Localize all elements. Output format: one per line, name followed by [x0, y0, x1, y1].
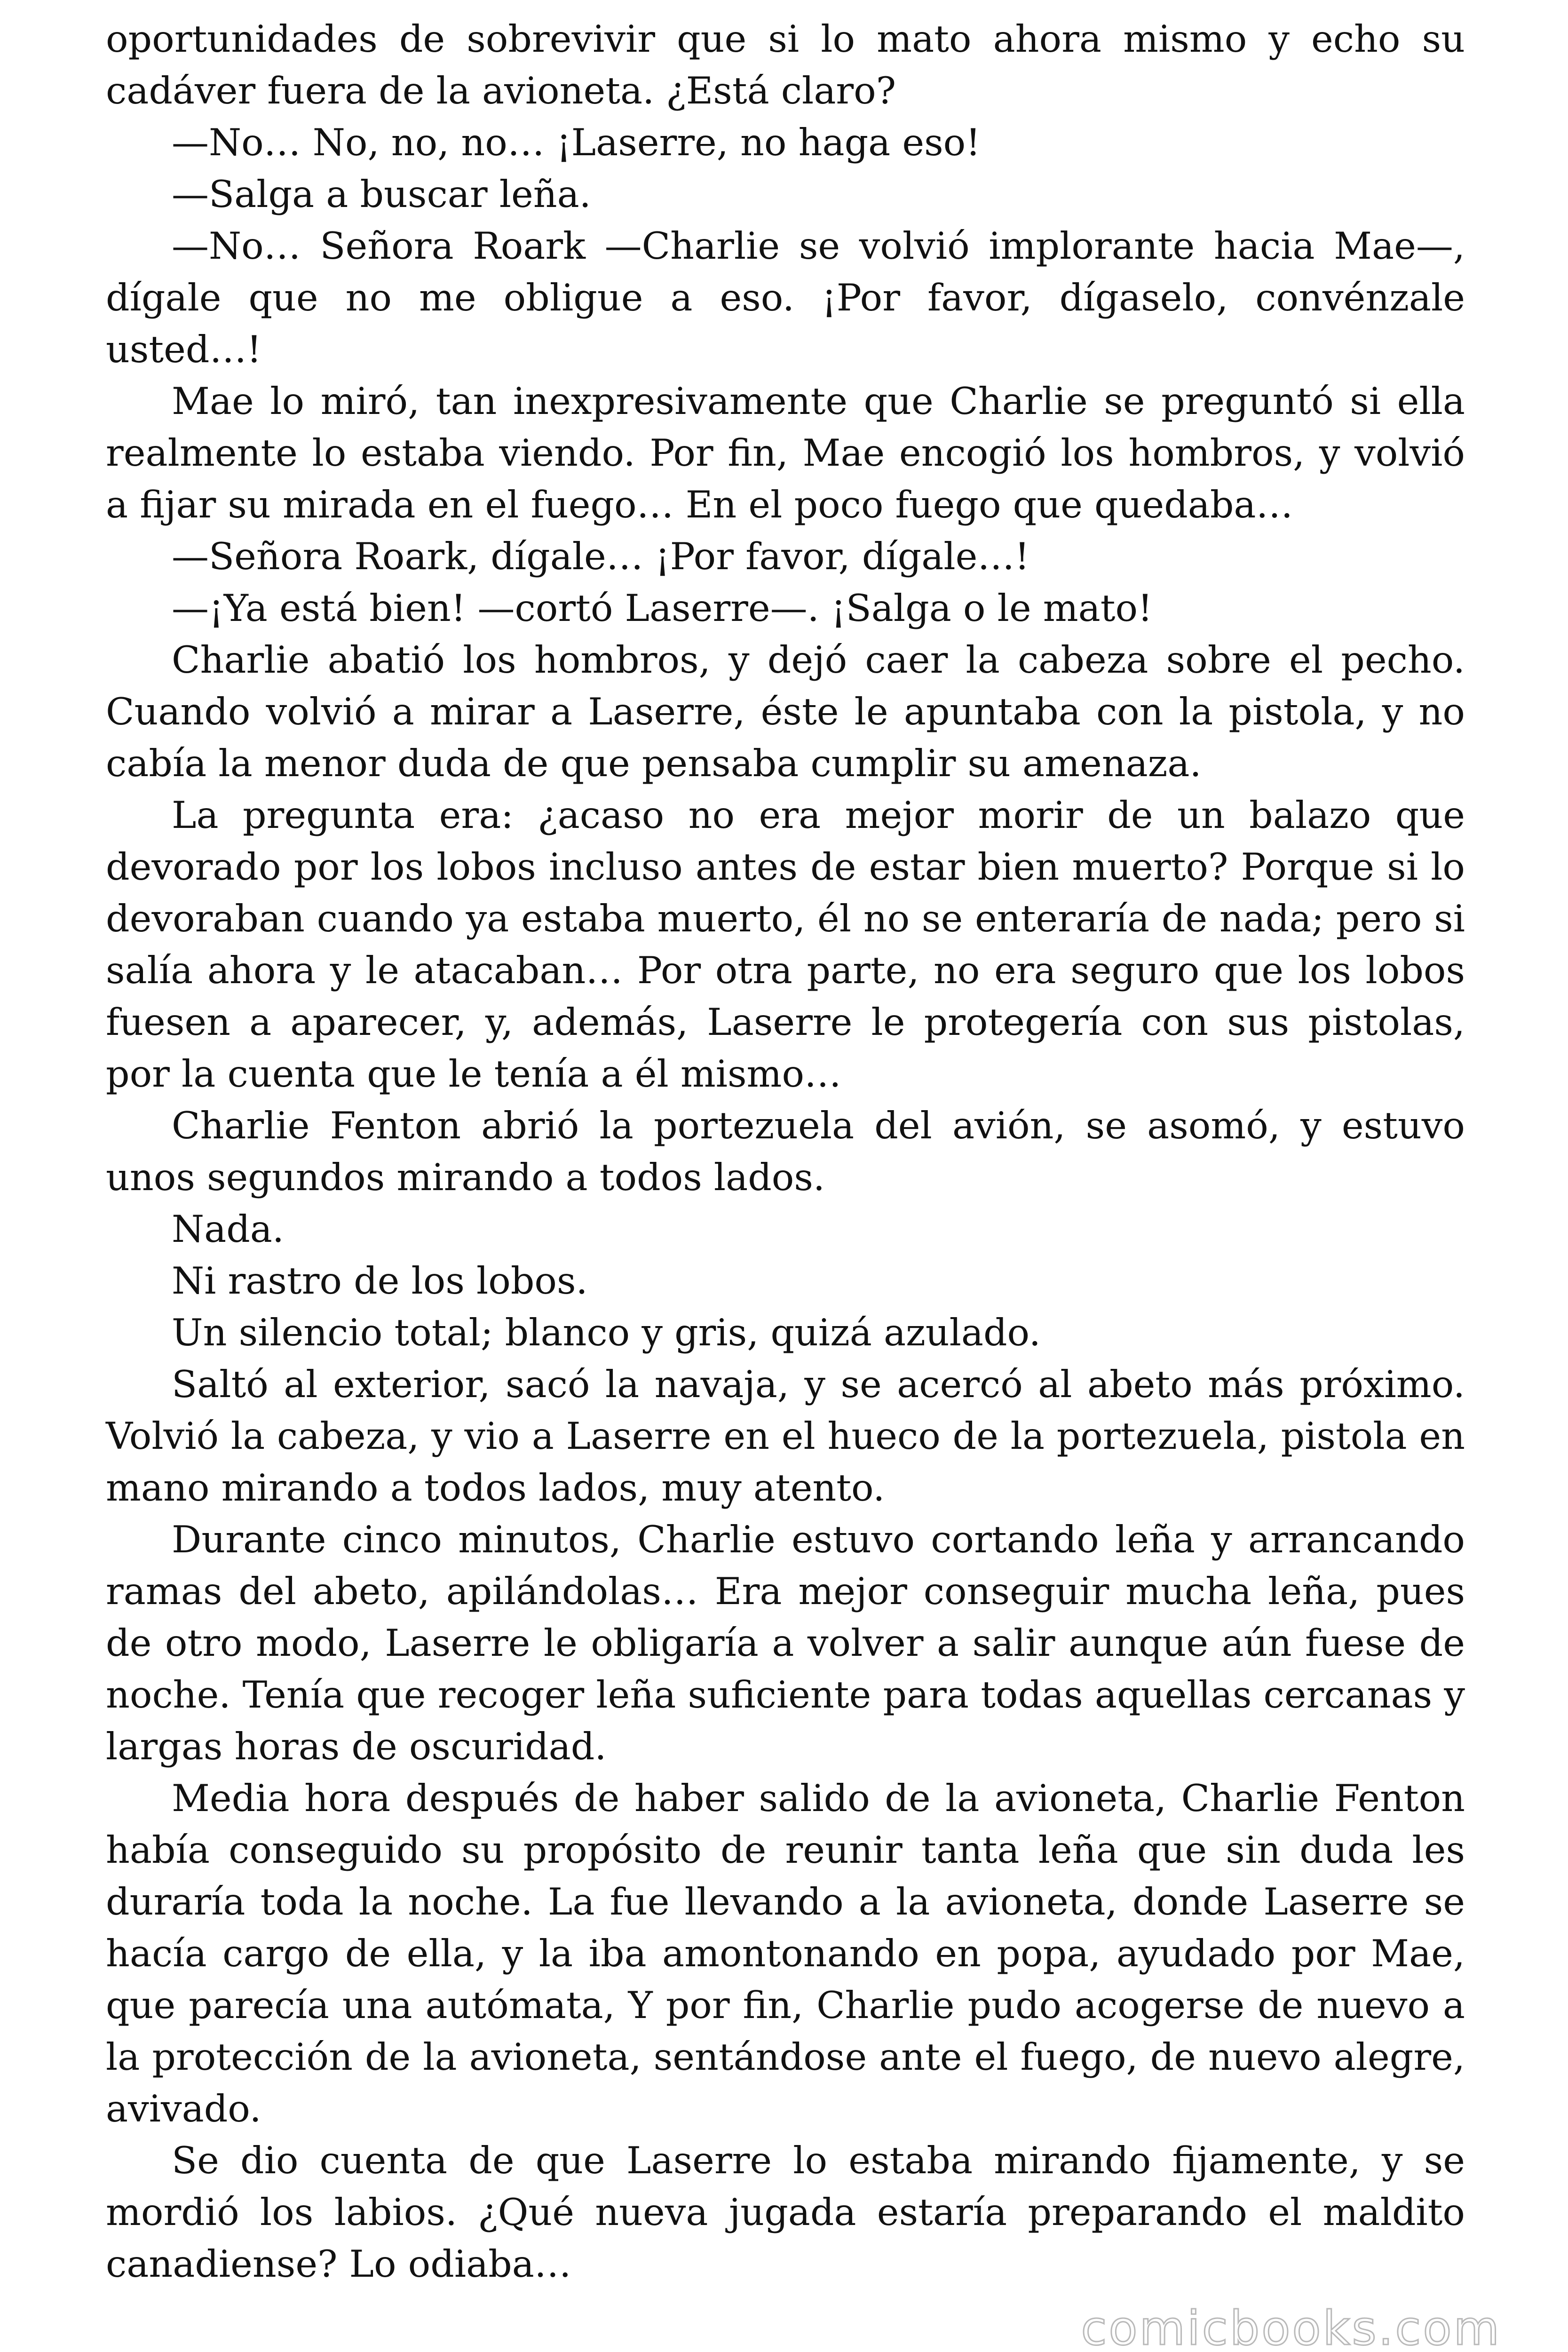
paragraph-3: —Salga a buscar leña. — [172, 173, 591, 216]
paragraph-16: Media hora después de haber salido de la avioneta, Charlie Fenton había conseguido su propósito de reunir tanta leña que sin duda les duraría toda la noche. La fue llevando a la avioneta, donde Laserre se hacía cargo de ella, y la iba amontonando en popa, ayudado por Mae, que parecía una autómata, Y por fin, Charlie pudo acogerse de nuevo a la protección de la avioneta, sentándose ante el fuego, de nuevo alegre, avivado. — [106, 1777, 1465, 2130]
paragraph-5: Mae lo miró, tan inexpresivamente que Charlie se preguntó si ella realmente lo estaba viendo. Por fin, Mae encogió los hombros, y volvió a fijar su mirada en el fuego… En el poco fuego que quedaba… — [106, 380, 1465, 526]
paragraph-12: Ni rastro de los lobos. — [172, 1259, 588, 1303]
paragraph-6: —Señora Roark, dígale… ¡Por favor, dígale…! — [172, 535, 1030, 578]
paragraph-9: La pregunta era: ¿acaso no era mejor morir de un balazo que devorado por los lobos incluso antes de estar bien muerto? Porque si lo devoraban cuando ya estaba muerto, él no se enteraría de nada; pero si salía ahora y le atacaban… Por otra parte, no era seguro que los lobos fuesen a aparecer, y, además, Laserre le protegería con sus pistolas, por la cuenta que le tenía a él mismo… — [106, 794, 1465, 1096]
paragraph-15: Durante cinco minutos, Charlie estuvo cortando leña y arrancando ramas del abeto, apilándolas… Era mejor conseguir mucha leña, pues de otro modo, Laserre le obligaría a volver a salir aunque aún fuese de noche. Tenía que recoger leña suficiente para todas aquellas cercanas y largas horas de oscuridad. — [106, 1518, 1465, 1768]
paragraph-11: Nada. — [172, 1208, 285, 1251]
paragraph-8: Charlie abatió los hombros, y dejó caer la cabeza sobre el pecho. Cuando volvió a mirar a Laserre, éste le apuntaba con la pistola, y no cabía la menor duda de que pensaba cumplir su amenaza. — [106, 638, 1465, 785]
paragraph-7: —¡Ya está bien! —cortó Laserre—. ¡Salga o le mato! — [172, 587, 1153, 630]
paragraph-14: Saltó al exterior, sacó la navaja, y se acercó al abeto más próximo. Volvió la cabeza, y vio a Laserre en el hueco de la portezuela, pistola en mano mirando a todos lados, muy atento. — [106, 1363, 1465, 1510]
paragraph-1: oportunidades de sobrevivir que si lo mato ahora mismo y echo su cadáver fuera de la avioneta. ¿Está claro? — [106, 17, 1465, 112]
book-page — [106, 13, 1465, 2290]
paragraph-4: —No… Señora Roark —Charlie se volvió implorante hacia Mae—, dígale que no me obligue a eso. ¡Por favor, dígaselo, convénzale usted…! — [106, 224, 1465, 371]
paragraph-2: —No… No, no, no… ¡Laserre, no haga eso! — [172, 121, 981, 164]
watermark: comicbooks.com — [1081, 2301, 1501, 2352]
paragraph-17: Se dio cuenta de que Laserre lo estaba mirando fijamente, y se mordió los labios. ¿Qué nueva jugada estaría preparando el maldito canadiense? Lo odiaba… — [106, 2139, 1465, 2286]
paragraph-10: Charlie Fenton abrió la portezuela del avión, se asomó, y estuvo unos segundos mirando a todos lados. — [106, 1104, 1465, 1199]
paragraph-13: Un silencio total; blanco y gris, quizá azulado. — [172, 1311, 1041, 1354]
